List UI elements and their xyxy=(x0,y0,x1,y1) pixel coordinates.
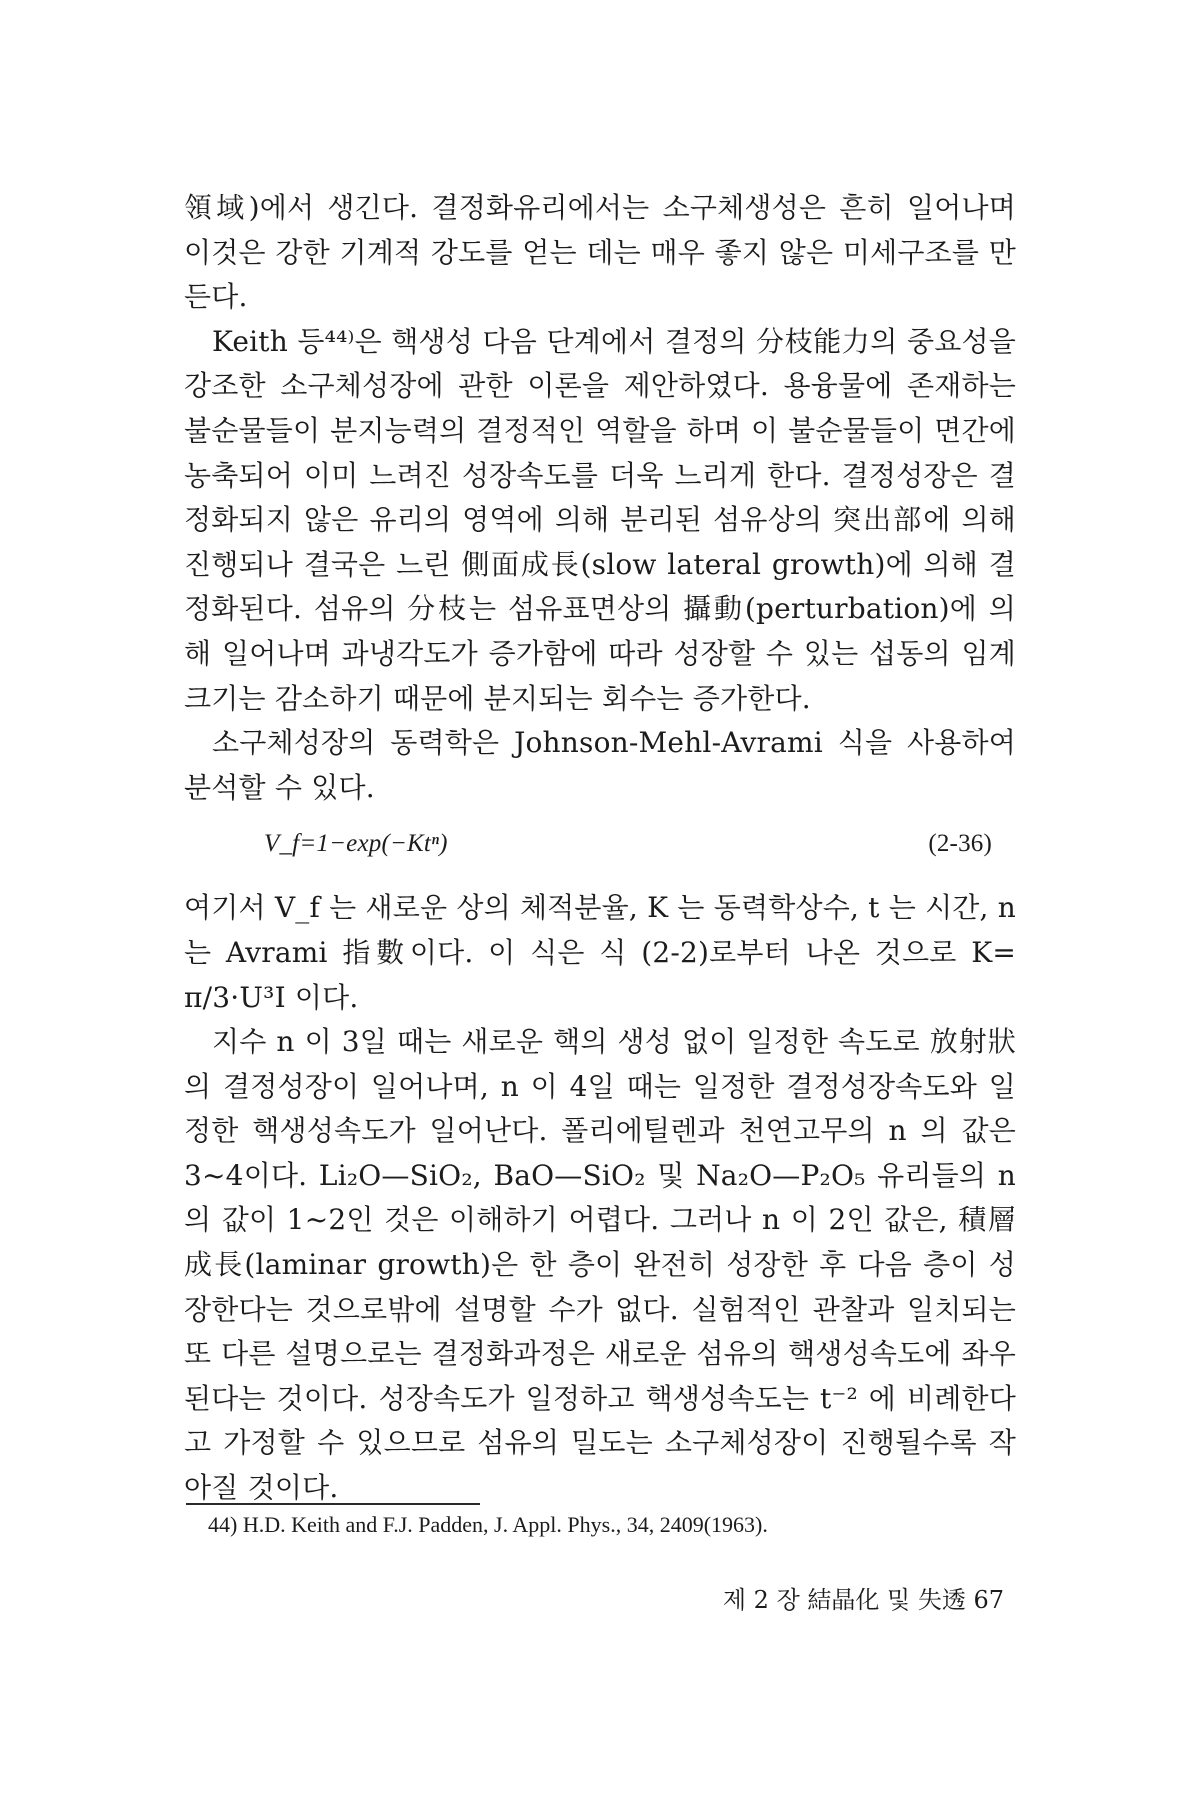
equation-expression: V_f=1−exp(−Ktⁿ) xyxy=(264,830,448,858)
paragraph-3: 소구체성장의 동력학은 Johnson-Mehl-Avrami 식을 사용하여 분석할 수 있다. xyxy=(184,726,1016,804)
footnote-44: 44) H.D. Keith and F.J. Padden, J. Appl. Phys., 34, 2409(1963). xyxy=(208,1512,768,1537)
body-text xyxy=(184,186,1016,1511)
paragraph-1: 領域)에서 생긴다. 결정화유리에서는 소구체생성은 흔히 일어나며 이것은 강한 기계적 강도를 얻는 데는 매우 좋지 않은 미세구조를 만든다. xyxy=(184,191,1016,314)
equation-2-36 xyxy=(184,822,1016,872)
paragraph-4: 여기서 V_f 는 새로운 상의 체적분율, K 는 동력학상수, t 는 시간, n 는 Avrami 指數이다. 이 식은 식 (2-2)로부터 나온 것으로 K= π/3·U³I 이다. xyxy=(184,891,1016,1014)
equation-number: (2-36) xyxy=(928,830,992,858)
footnote-divider xyxy=(186,1503,480,1505)
paragraph-2: Keith 등⁴⁴⁾은 핵생성 다음 단계에서 결정의 分枝能力의 중요성을 강조한 소구체성장에 관한 이론을 제안하였다. 용융물에 존재하는 불순물들이 분지능력의 결정적인 역할을 하며 이 불순물들이 면간에 농축되어 이미 느려진 성장속도를 더욱 느리게 한다. 결정성장은 결정화되지 않은 유리의 영역에 의해 분리된 섬유상의 突出部에 의해 진행되나 결국은 느린 側面成長(slow lateral growth)에 의해 결정화된다. 섬유의 分枝는 섬유표면상의 攝動(perturbation)에 의해 일어나며 과냉각도가 증가함에 따라 성장할 수 있는 섭동의 임계 크기는 감소하기 때문에 분지되는 회수는 증가한다. xyxy=(184,324,1016,715)
running-footer: 제 2 장 結晶化 및 失透 67 xyxy=(722,1586,1004,1614)
paragraph-5: 지수 n 이 3일 때는 새로운 핵의 생성 없이 일정한 속도로 放射狀의 결정성장이 일어나며, n 이 4일 때는 일정한 결정성장속도와 일정한 핵생성속도가 일어난다. 폴리에틸렌과 천연고무의 n 의 값은 3~4이다. Li₂O—SiO₂, BaO—SiO₂ 및 Na₂O—P₂O₅ 유리들의 n 의 값이 1~2인 것은 이해하기 어렵다. 그러나 n 이 2인 값은, 積層成長(laminar growth)은 한 층이 완전히 성장한 후 다음 층이 성장한다는 것으로밖에 설명할 수가 없다. 실험적인 관찰과 일치되는 또 다른 설명으로는 결정화과정은 새로운 섬유의 핵생성속도에 좌우된다는 것이다. 성장속도가 일정하고 핵생성속도는 t⁻² 에 비례한다고 가정할 수 있으므로 섬유의 밀도는 소구체성장이 진행될수록 작아질 것이다. xyxy=(184,1025,1016,1505)
